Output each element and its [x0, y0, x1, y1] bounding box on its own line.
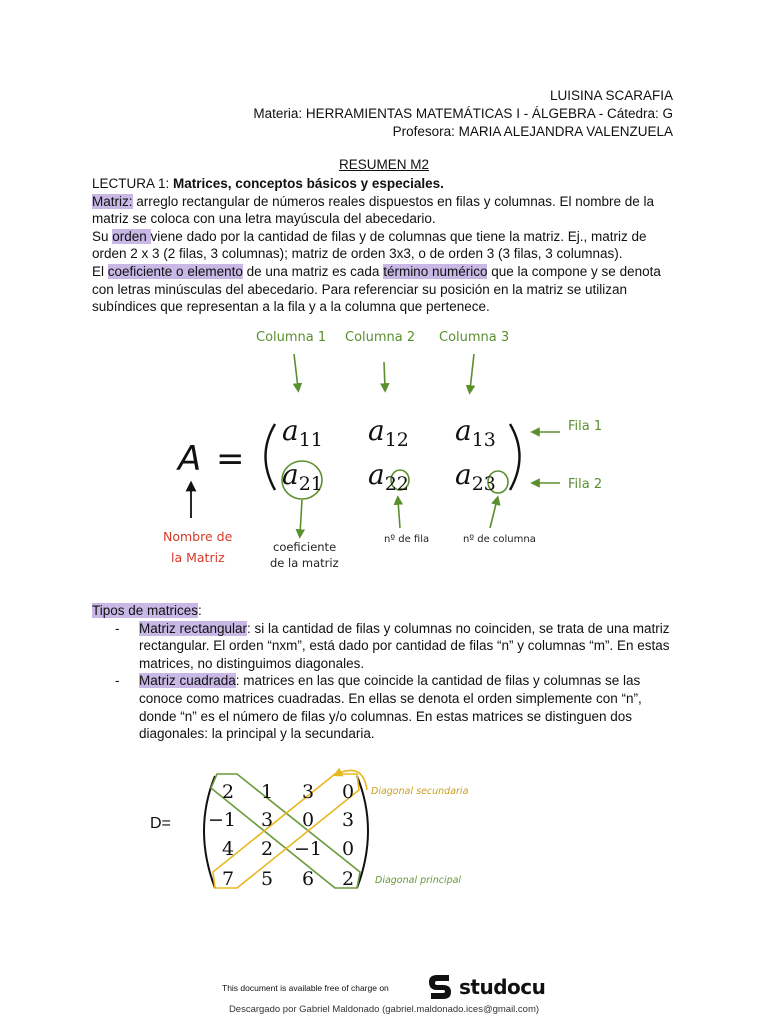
d-cell-1-0: −1 [207, 809, 237, 831]
label-de-la-matriz: de la matriz [270, 556, 339, 570]
downloaded-by: Descargado por Gabriel Maldonado (gabriel.maldonado.ices@gmail.com) [228, 1004, 540, 1015]
text-coef: que la compone y se denota con letras minúsculas del abecedario. Para referenciar su posición en la matriz se utilizan subíndices que representan a la fila y a la columna que pertenece. [92, 263, 661, 315]
text-matriz-cuadrada: : matrices en las que coincide la cantidad de filas y columnas se las conoce como matrices cuadradas. En ellas se denota el orden simplemente con “n”, donde “n” es el número de filas y/o columnas. En estas matrices se distinguen dos diagonales: la principal y la secundaria. [139, 673, 642, 742]
subject-line: Materia: HERRAMIENTAS MATEMÁTICAS I - ÁLGEBRA - Cátedra: G [253, 106, 673, 121]
tipos-colon: : [198, 603, 202, 618]
d-cell-2-0: 4 [221, 838, 235, 860]
term-matriz-rectangular: Matriz rectangular [139, 620, 248, 636]
term-coeficiente: coeficiente o elemento [107, 263, 243, 279]
text-matriz: arreglo rectangular de números reales dispuestos en filas y columnas. El nombre de la matriz se coloca con una letra mayúscula del abecedario. [92, 193, 655, 227]
body-text [92, 175, 682, 316]
document-title: RESUMEN M2 [338, 157, 429, 172]
term-matriz-cuadrada: Matriz cuadrada [139, 673, 236, 689]
dash-bullet: - [115, 620, 120, 636]
d-cell-3-1: 5 [260, 868, 274, 890]
arrow-columna-1 [294, 354, 298, 388]
arrow-fila-index [398, 500, 400, 528]
element-a12: $a_{12}$ [368, 414, 409, 451]
arrow-columna-index [490, 500, 497, 528]
d-cell-1-3: 3 [341, 809, 355, 831]
lectura-title: Matrices, conceptos básicos y especiales. [173, 176, 444, 191]
d-cell-1-2: 0 [301, 809, 315, 831]
available-note: This document is available free of charge on [222, 983, 389, 993]
d-cell-0-2: 3 [301, 781, 315, 803]
element-a23: $a_{23}$ [455, 458, 496, 495]
label-nombre-de: Nombre de [163, 529, 233, 544]
studocu-logo-icon [425, 972, 455, 1002]
d-cell-2-1: 2 [260, 838, 274, 860]
dash-bullet: - [115, 673, 120, 689]
element-a11: $a_{11}$ [282, 414, 323, 451]
label-num-fila: nº de fila [384, 534, 430, 545]
left-paren [266, 424, 276, 490]
studocu-wordmark: studocu [459, 975, 546, 999]
matrix-d-diagram [145, 760, 485, 900]
matrix-name-a: A [178, 439, 202, 479]
term-termino-numerico: término numérico [383, 263, 488, 279]
element-a13: $a_{13}$ [455, 414, 496, 451]
d-cell-1-1: 3 [260, 809, 274, 831]
list-item [92, 620, 682, 673]
d-cell-3-0: 7 [221, 868, 235, 890]
label-columna-3: Columna 3 [439, 330, 510, 345]
label-num-columna: nº de columna [463, 534, 536, 545]
d-cell-3-2: 6 [301, 868, 315, 890]
d-cell-0-1: 1 [260, 781, 274, 803]
label-coeficiente: coeficiente [273, 540, 337, 554]
label-diagonal-secundaria: Diagonal secundaria [371, 786, 469, 797]
element-a21: $a_{21}$ [282, 458, 323, 495]
matrix-d-label: D= [150, 815, 171, 832]
lectura-prefix: LECTURA 1: [92, 176, 174, 191]
matrix-a-diagram [160, 322, 620, 572]
d-cell-0-3: 0 [341, 781, 355, 803]
mid-coef: de una matriz es cada [242, 263, 384, 279]
tipos-list [92, 620, 682, 743]
text-matriz-rectangular: : si la cantidad de filas y columnas no coinciden, se trata de una matriz rectangular. El orden “nxm”, está dado por cantidad de filas “n” y columnas “m”. En estas matrices, no distinguimos diagonales. [139, 620, 670, 671]
label-columna-1: Columna 1 [256, 330, 327, 345]
right-paren [510, 424, 520, 490]
arrow-columna-3 [470, 354, 474, 390]
equals-sign: = [216, 439, 245, 479]
tipos-heading: Tipos de matrices [92, 603, 199, 618]
d-cell-3-3: 2 [341, 868, 355, 890]
pre-coef: El [92, 263, 108, 279]
paragraph-orden [92, 228, 682, 263]
tipos-section [92, 602, 682, 743]
term-orden: orden [112, 228, 151, 244]
teacher-line: Profesora: MARIA ALEJANDRA VALENZUELA [392, 124, 673, 139]
pre-orden: Su [92, 228, 113, 244]
d-cell-2-2: −1 [293, 838, 323, 860]
label-la-matriz: la Matriz [171, 550, 225, 565]
term-matriz: Matriz: [92, 193, 133, 209]
label-fila-1: Fila 1 [568, 419, 603, 434]
lectura-line [92, 175, 682, 193]
paragraph-matriz [92, 193, 682, 228]
author-name: LUISINA SCARAFIA [549, 88, 673, 103]
arrow-columna-2 [384, 362, 385, 388]
paragraph-coeficiente [92, 263, 682, 316]
label-diagonal-principal: Diagonal principal [375, 875, 462, 886]
header-block [253, 87, 673, 141]
list-item [92, 672, 682, 742]
tipos-heading-line [92, 602, 682, 620]
text-orden: viene dado por la cantidad de filas y de columnas que tiene la matriz. Ej., matriz de orden 2 x 3 (2 filas, 3 columnas); matriz de orden 3x3, o de orden 3 (3 filas, 3 columnas). [92, 228, 647, 262]
secondary-diagonal-band [213, 774, 359, 888]
element-a22: $a_{22}$ [368, 458, 409, 495]
d-cell-2-3: 0 [341, 838, 355, 860]
label-fila-2: Fila 2 [568, 477, 603, 492]
label-columna-2: Columna 2 [345, 330, 416, 345]
d-cell-0-0: 2 [221, 781, 235, 803]
arrow-coeficiente [300, 500, 302, 534]
studocu-brand[interactable] [425, 972, 545, 1002]
